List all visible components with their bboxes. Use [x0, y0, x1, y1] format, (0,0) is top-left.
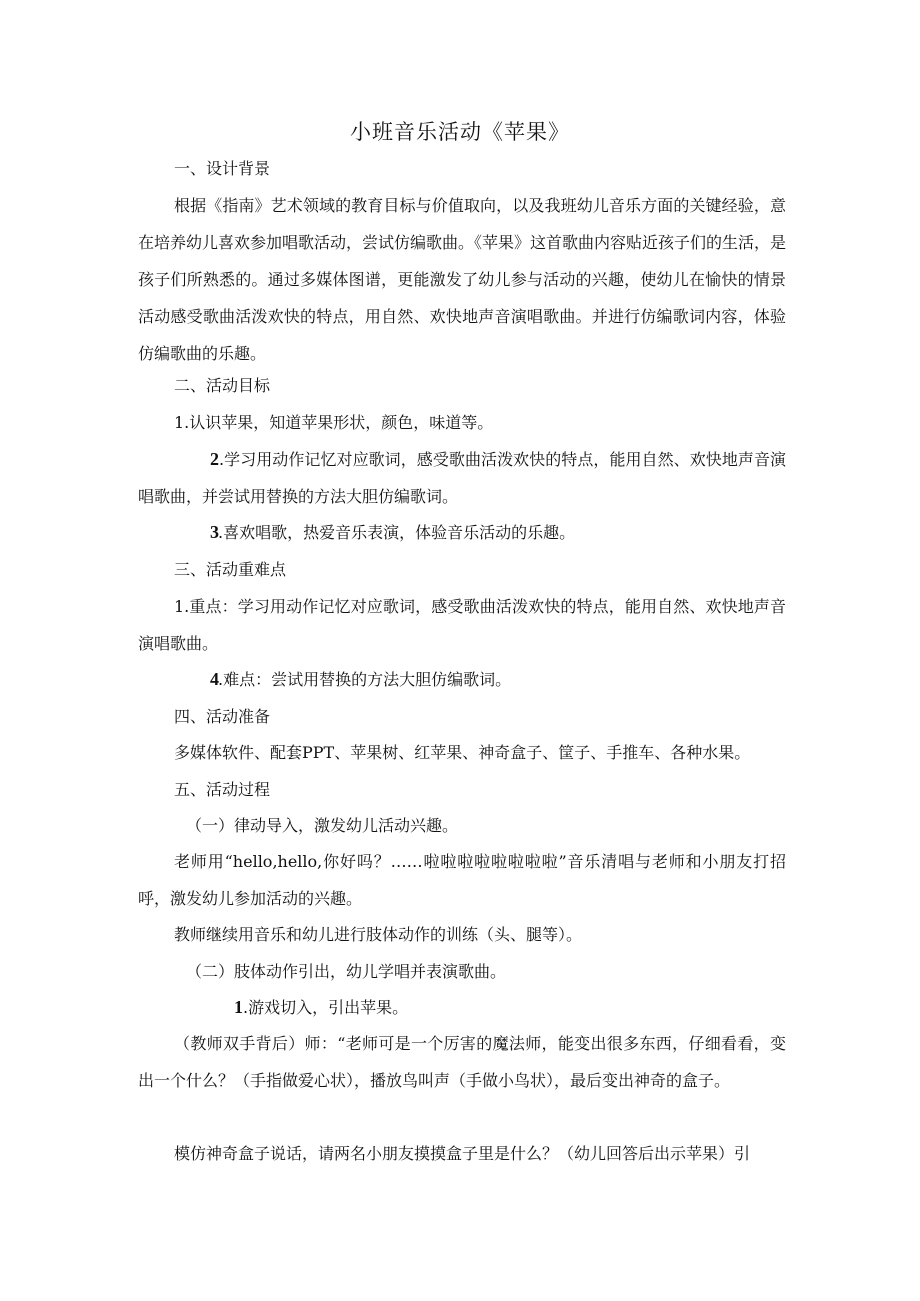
goal-item-3	[138, 514, 786, 551]
step-1-number: 1	[234, 997, 243, 1017]
paragraph-process-1: 老师用“hello,hello,你好吗？……啦啦啦啦啦啦啦啦”音乐清唱与老师和小朋友打招呼，激发幼儿参加活动的兴趣。	[138, 852, 786, 908]
key-point-item-2	[138, 661, 786, 698]
subsection-heading-1: （一）律动导入，激发幼儿活动兴趣。	[186, 816, 459, 835]
document-title: 小班音乐活动《苹果》	[350, 120, 570, 144]
paragraph-process-3: （教师双手背后）师：“老师可是一个厉害的魔法师，能变出很多东西，仔细看看，变出一个什么？（手指做爱心状），播放鸟叫声（手做小鸟状），最后变出神奇的盒子。	[138, 1034, 786, 1090]
section-heading-process: 五、活动过程	[174, 780, 271, 799]
paragraph-preparation: 多媒体软件、配套PPT、苹果树、红苹果、神奇盒子、筐子、手推车、各种水果。	[174, 743, 751, 762]
section-heading-goals: 二、活动目标	[174, 376, 271, 395]
step-1	[138, 989, 786, 1026]
subsection-heading-2: （二）肢体动作引出，幼儿学唱并表演歌曲。	[186, 962, 507, 981]
paragraph-background: 根据《指南》艺术领域的教育目标与价值取向，以及我班幼儿音乐方面的关键经验，意在培养幼儿喜欢参加唱歌活动，尝试仿编歌曲。《苹果》这首歌曲内容贴近孩子们的生活，是孩子们所熟悉的。通过多媒体图谱，更能激发了幼儿参与活动的兴趣，使幼儿在愉快的情景活动感受歌曲活泼欢快的特点，用自然、欢快地声音演唱歌曲。并进行仿编歌词内容，体验仿编歌曲的乐趣。	[138, 196, 787, 363]
key-point-item-1: 1.重点：学习用动作记忆对应歌词，感受歌曲活泼欢快的特点，能用自然、欢快地声音演唱歌曲。	[138, 597, 786, 653]
goal-item-2-text: .学习用动作记忆对应歌词，感受歌曲活泼欢快的特点，能用自然、欢快地声音演唱歌曲，并尝试用替换的方法大胆仿编歌词。	[138, 450, 786, 506]
key-point-item-2-number: 4	[210, 669, 219, 689]
key-point-item-2-text: .难点：尝试用替换的方法大胆仿编歌词。	[218, 670, 512, 689]
goal-item-3-text: .喜欢唱歌，热爱音乐表演，体验音乐活动的乐趣。	[218, 523, 576, 542]
step-1-text: .游戏切入，引出苹果。	[243, 998, 409, 1017]
section-heading-key-points: 三、活动重难点	[174, 560, 287, 579]
goal-item-2	[138, 441, 786, 515]
goal-item-1: 1.认识苹果，知道苹果形状，颜色，味道等。	[174, 413, 494, 432]
paragraph-process-4: 模仿神奇盒子说话，请两名小朋友摸摸盒子里是什么？（幼儿回答后出示苹果）引	[174, 1144, 751, 1163]
section-heading-preparation: 四、活动准备	[174, 707, 271, 726]
paragraph-process-2: 教师继续用音乐和幼儿进行肢体动作的训练（头、腿等）。	[174, 925, 583, 944]
goal-item-2-number: 2	[210, 449, 219, 469]
goal-item-3-number: 3	[210, 522, 219, 542]
section-heading-background: 一、设计背景	[174, 159, 271, 178]
